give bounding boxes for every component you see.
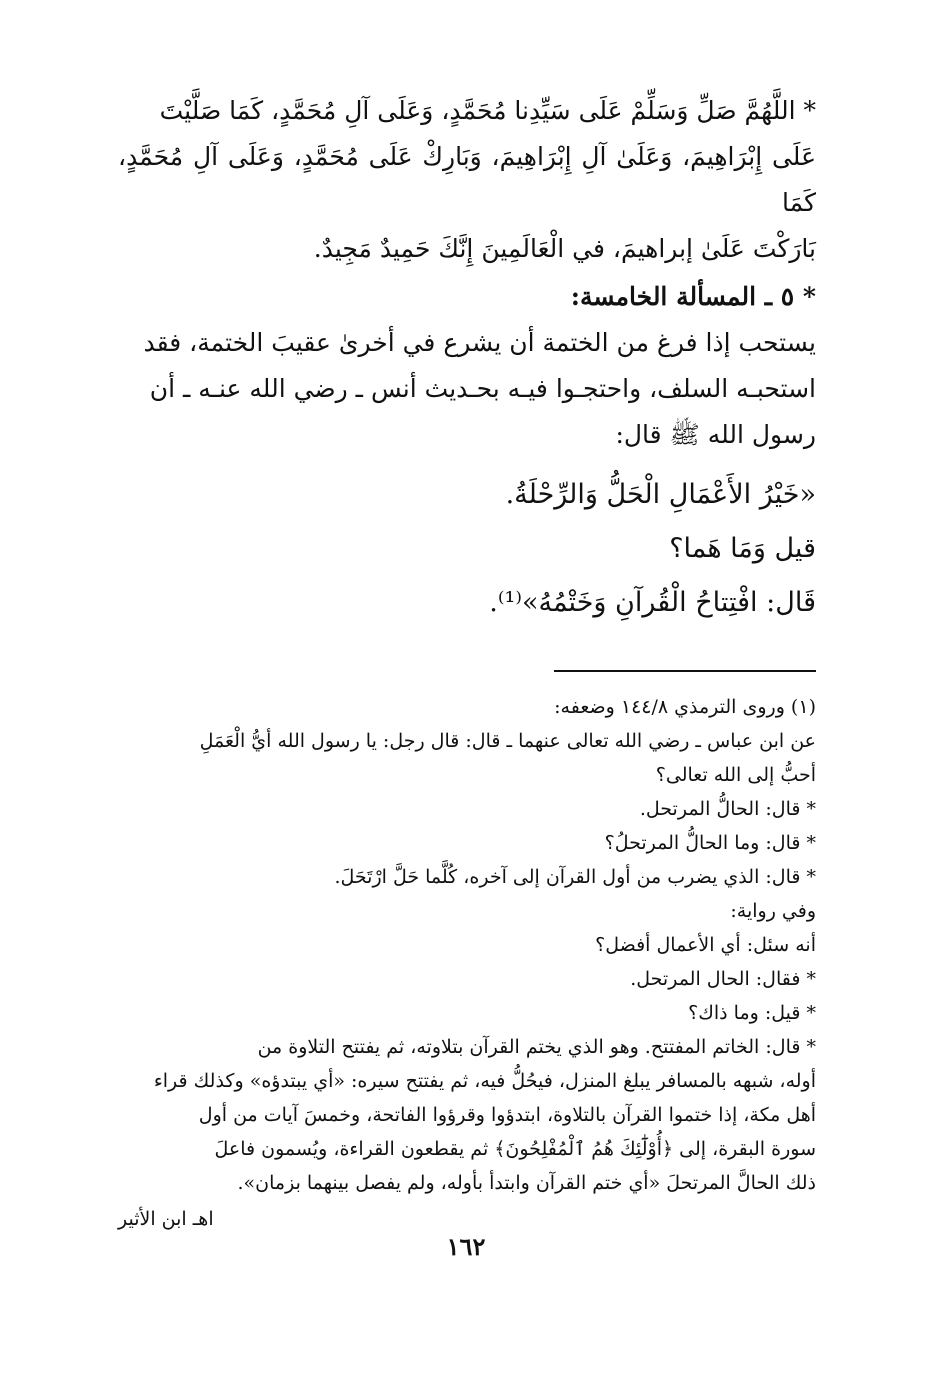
footnote-line: * قال: الخاتم المفتتح. وهو الذي يختم القرآن بتلاوته، ثم يفتتح التلاوة من bbox=[257, 1036, 816, 1058]
section-heading: * ٥ ـ المسألة الخامسة: bbox=[570, 282, 816, 311]
footnote-line: سورة البقرة، إلى ﴿أُوْلَٰٓئِكَ هُمُ ٱلْمُفْلِحُونَ﴾ ثم يقطعون القراءة، ويُسمون فاعلَ bbox=[214, 1138, 816, 1160]
paragraph-line: رسول الله ﷺ قال: bbox=[615, 420, 816, 449]
dua-line: بَارَكْتَ عَلَىٰ إبراهيمَ، في الْعَالَمِينَ إِنَّكَ حَمِيدٌ مَجِيدٌ. bbox=[313, 234, 816, 263]
footnote-line: * قال: الذي يضرب من أول القرآن إلى آخره، كُلَّما حَلَّ ارْتَحَلَ. bbox=[334, 866, 816, 888]
main-text bbox=[118, 88, 816, 630]
page-number: ١٦٢ bbox=[446, 1232, 486, 1261]
hadith-line: «خَيْرُ الأَعْمَالِ الْحَلُّ وَالرِّحْلَةُ. bbox=[505, 479, 816, 510]
dua-line: * اللَّهُمَّ صَلِّ وَسَلِّمْ عَلَى سَيِّدِنا مُحَمَّدٍ، وَعَلَى آلِ مُحَمَّدٍ، كَمَا صَلَّيْتَ bbox=[159, 96, 816, 125]
footnote-separator-wrap bbox=[118, 630, 816, 672]
footnote-line: أهل مكة، إذا ختموا القرآن بالتلاوة، ابتدؤوا وقرؤوا الفاتحة، وخمسَ آيات من أول bbox=[198, 1104, 816, 1126]
footnote-line: أوله، شبهه بالمسافر يبلغ المنزل، فيحُلُّ فيه، ثم يفتتح سيره: «أي يبتدؤه» وكذلك قراء bbox=[153, 1070, 816, 1092]
footnote-line: عن ابن عباس ـ رضي الله تعالى عنهما ـ قال: قال رجل: يا رسول الله أيُّ الْعَمَلِ bbox=[199, 730, 816, 752]
hadith-quote bbox=[118, 468, 816, 630]
footnote-reference: اهـ ابن الأثير bbox=[118, 1208, 214, 1230]
footnote-line: * قال: الحالُّ المرتحل. bbox=[639, 798, 816, 820]
paragraph-line: يستحب إذا فرغ من الختمة أن يشرع في أخرىٰ عقيبَ الختمة، فقد bbox=[143, 328, 816, 357]
footnote bbox=[118, 690, 816, 1236]
paragraph-line: استحبـه السلف، واحتجـوا فيـه بحـديث أنس ـ رضي الله عنـه ـ أن bbox=[149, 374, 816, 403]
footnote-line: أنه سئل: أي الأعمال أفضل؟ bbox=[595, 934, 816, 956]
footnote-line: * قال: وما الحالُّ المرتحلُ؟ bbox=[604, 832, 816, 854]
footnote-line: أحبُّ إلى الله تعالى؟ bbox=[655, 764, 816, 786]
footnote-line: (١) وروى الترمذي ١٤٤/٨ وضعفه: bbox=[554, 696, 816, 718]
footnote-line: ذلك الحالَّ المرتحلَ «أي ختم القرآن وابتدأ بأوله، ولم يفصل بينهما بزمان». bbox=[237, 1172, 816, 1194]
footnote-line: وفي رواية: bbox=[730, 900, 816, 922]
hadith-line: قَال: افْتِتاحُ الْقُرآنِ وَخَتْمُهُ»⁽¹⁾. bbox=[489, 587, 816, 618]
footnote-line: * فقال: الحال المرتحل. bbox=[630, 968, 816, 990]
dua-line: عَلَى إِبْرَاهِيمَ، وَعَلَىٰ آلِ إِبْرَاهِيمَ، وَبَارِكْ عَلَى مُحَمَّدٍ، وَعَلَى آلِ مُحَمَّدٍ، كَمَا bbox=[118, 142, 816, 217]
hadith-line: قيل وَمَا هَما؟ bbox=[669, 533, 816, 564]
footnote-line: * قيل: وما ذاك؟ bbox=[688, 1002, 816, 1024]
footnote-separator bbox=[554, 670, 816, 672]
